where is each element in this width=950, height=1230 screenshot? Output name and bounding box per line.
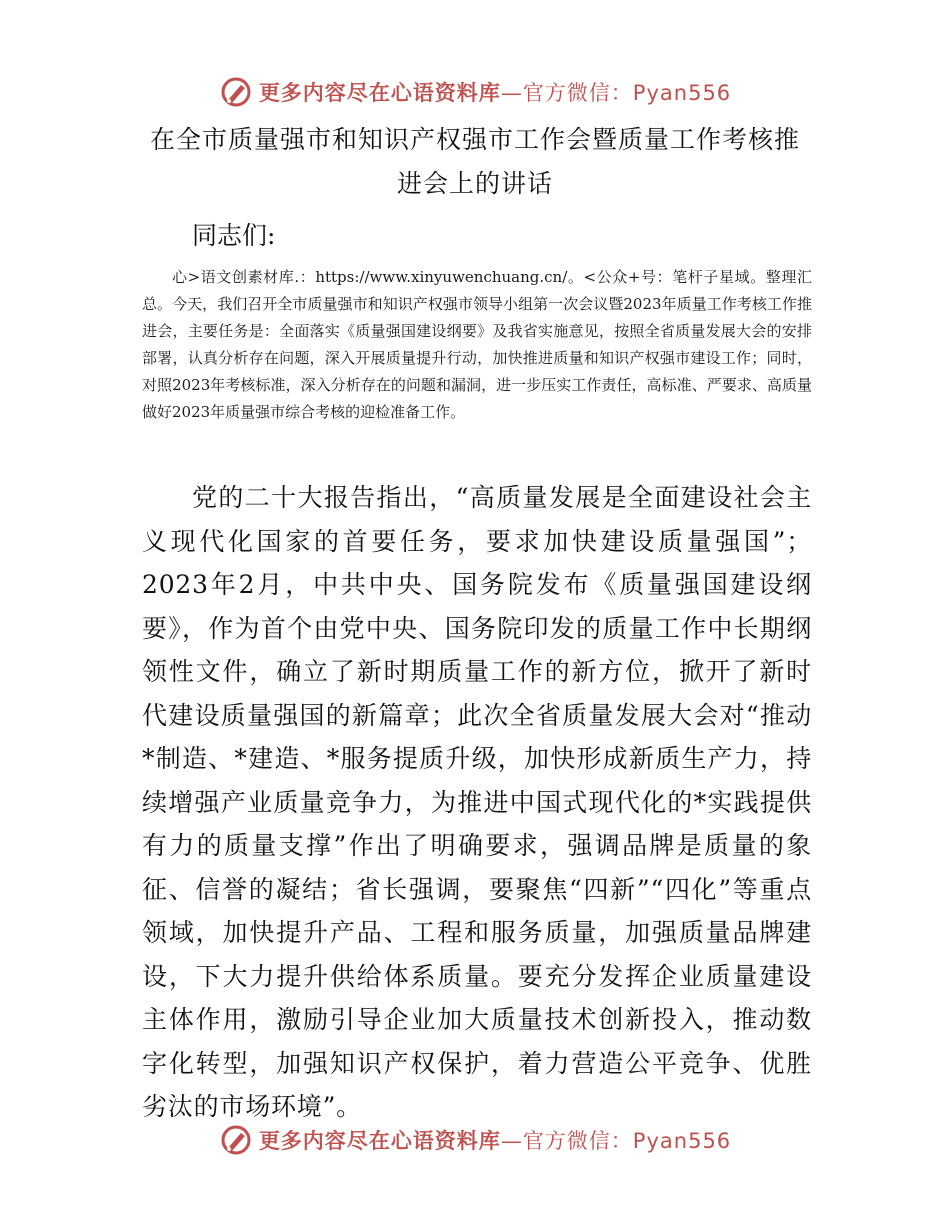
header-banner-text: 更多内容尽在心语资料库 [258, 81, 501, 105]
intro-paragraph: 心>语文创素材库.：https://www.xinyuwenchuang.cn/。<公众+号：笔杆子星域。整理汇总。今天，我们召开全市质量强市和知识产权强市领导小组第一次会议暨2023年质量工作考核工作推进会，主要任务是：全面落实《质量强国建设纲要》及我省实施意见，按照全省质量发展大会的安排部署，认真分析存在问题，深入开展质量提升行动，加快推进质量和知识产权强市建设工作；同时，对照2023年考核标准，深入分析存在的问题和漏洞，进一步压实工作责任，高标准、严要求、高质量做好2023年质量强市综合考核的迎检准备工作。 [142, 268, 812, 421]
pen-logo-icon [219, 75, 253, 109]
header-banner [0, 72, 950, 112]
salutation: 同志们: [192, 221, 276, 250]
pen-logo-icon [219, 1123, 253, 1157]
header-banner-wechat: —官方微信：Pyan556 [500, 81, 732, 105]
footer-banner-text: 更多内容尽在心语资料库 [258, 1129, 501, 1153]
document-title: 在全市质量强市和知识产权强市工作会暨质量工作考核推进会上的讲话 [149, 125, 800, 198]
footer-banner-wechat: —官方微信：Pyan556 [500, 1129, 732, 1153]
main-paragraph: 党的二十大报告指出，“高质量发展是全面建设社会主义现代化国家的首要任务，要求加快建设质量强国”；2023年2月，中共中央、国务院发布《质量强国建设纲要》，作为首个由党中央、国务院印发的质量工作中长期纲领性文件，确立了新时期质量工作的新方位，掀开了新时代建设质量强国的新篇章；此次全省质量发展大会对“推动*制造、*建造、*服务提质升级，加快形成新质生产力，持续增强产业质量竞争力，为推进中国式现代化的*实践提供有力的质量支撑”作出了明确要求，强调品牌是质量的象征、信誉的凝结；省长强调，要聚焦“四新”“四化”等重点领域，加快提升产品、工程和服务质量，加强质量品牌建设，下大力提升供给体系质量。要充分发挥企业质量建设主体作用，激励引导企业加大质量技术创新投入，推动数字化转型，加强知识产权保护，着力营造公平竞争、优胜劣汰的市场环境”。 [142, 483, 812, 1121]
footer-banner [0, 1120, 950, 1160]
